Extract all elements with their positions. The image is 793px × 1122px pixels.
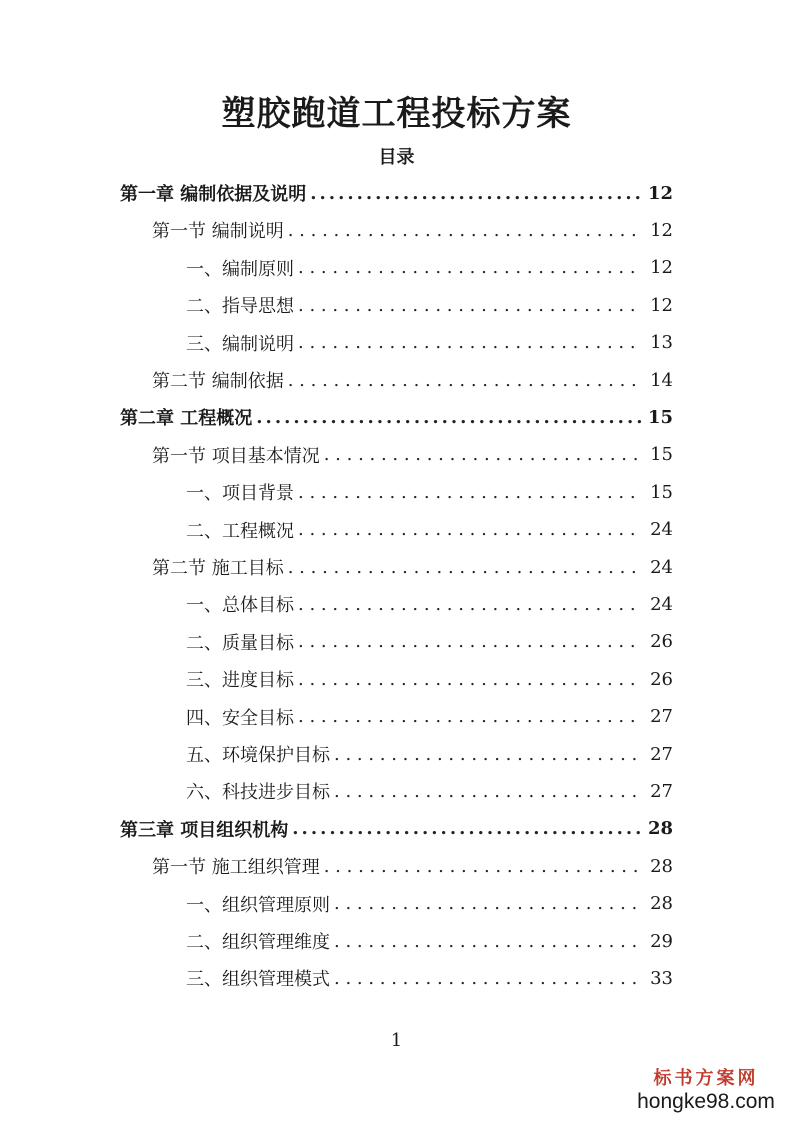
toc-entry-label: 第一节 编制说明 xyxy=(152,221,284,243)
toc-entry-item[interactable] xyxy=(186,736,673,772)
toc-entry-section[interactable] xyxy=(152,362,673,398)
toc-dot-leader xyxy=(288,557,641,578)
toc-entry-section[interactable] xyxy=(152,437,673,473)
toc-entry-page: 28 xyxy=(650,893,673,915)
toc-entry-page: 12 xyxy=(650,219,673,241)
toc-dot-leader xyxy=(256,407,641,428)
toc-entry-item[interactable] xyxy=(186,699,673,735)
toc-entry-label: 第二章 工程概况 xyxy=(120,408,253,430)
toc-entry-item[interactable] xyxy=(186,287,673,323)
toc-entry-chapter[interactable] xyxy=(120,399,673,435)
toc-entry-label: 二、质量目标 xyxy=(186,632,294,654)
toc-entry-page: 24 xyxy=(650,556,673,578)
toc-dot-leader xyxy=(292,818,641,839)
toc-entry-chapter[interactable] xyxy=(120,811,673,847)
toc-entry-label: 第一章 编制依据及说明 xyxy=(120,184,307,205)
watermark-name: 标书方案网 xyxy=(653,1068,759,1089)
toc-dot-leader xyxy=(298,332,641,353)
toc-entry-item[interactable] xyxy=(186,512,673,548)
toc-entry-item[interactable] xyxy=(186,960,673,996)
toc-dot-leader xyxy=(334,744,641,765)
toc-entry-label: 一、项目背景 xyxy=(186,483,294,505)
toc-entry-chapter[interactable] xyxy=(120,175,673,211)
toc-entry-item[interactable] xyxy=(186,624,673,660)
toc-entry-label: 一、组织管理原则 xyxy=(186,894,330,916)
toc-entry-item[interactable] xyxy=(186,250,673,286)
toc-entry-label: 六、科技进步目标 xyxy=(186,782,330,804)
toc-entry-page: 26 xyxy=(650,668,673,690)
toc-dot-leader xyxy=(298,631,641,652)
toc-entry-label: 一、总体目标 xyxy=(186,595,294,617)
toc-dot-leader xyxy=(298,295,641,316)
toc-dot-leader xyxy=(298,669,641,690)
toc-entry-page: 29 xyxy=(650,930,673,952)
toc-entry-label: 二、工程概况 xyxy=(186,520,294,542)
toc-dot-leader xyxy=(334,968,641,989)
toc-entry-label: 第二节 编制依据 xyxy=(152,371,284,392)
toc-entry-page: 12 xyxy=(650,294,673,316)
toc-entry-section[interactable] xyxy=(152,212,673,248)
toc-entry-item[interactable] xyxy=(186,586,673,622)
toc-entry-item[interactable] xyxy=(186,886,673,922)
toc-entry-label: 二、指导思想 xyxy=(186,296,294,318)
toc-dot-leader xyxy=(324,856,641,877)
toc-dot-leader xyxy=(298,257,641,278)
toc-dot-leader xyxy=(324,444,641,465)
toc-entry-label: 第一节 项目基本情况 xyxy=(152,445,320,467)
toc-dot-leader xyxy=(334,931,641,952)
toc-entry-label: 三、进度目标 xyxy=(186,670,294,692)
toc-entry-page: 27 xyxy=(650,743,673,765)
toc-dot-leader xyxy=(298,519,641,540)
toc-entry-page: 28 xyxy=(647,818,673,840)
toc-entry-page: 26 xyxy=(650,631,673,653)
toc-entry-section[interactable] xyxy=(152,848,673,884)
toc-entry-item[interactable] xyxy=(186,773,673,809)
toc-dot-leader xyxy=(298,482,641,503)
toc-entry-page: 24 xyxy=(650,519,673,541)
toc-entry-page: 12 xyxy=(647,182,673,204)
toc-heading: 目录 xyxy=(378,147,415,168)
toc-dot-leader xyxy=(334,781,641,802)
toc-entry-item[interactable] xyxy=(186,474,673,510)
toc-entry-item[interactable] xyxy=(186,923,673,959)
toc-entry-page: 33 xyxy=(650,967,673,989)
toc-entry-page: 15 xyxy=(647,406,673,428)
toc-entry-page: 14 xyxy=(650,369,673,391)
toc-entry-label: 二、组织管理维度 xyxy=(186,932,330,953)
site-watermark xyxy=(631,1068,781,1114)
toc-entry-label: 第二节 施工目标 xyxy=(152,558,284,579)
toc-entry-label: 五、环境保护目标 xyxy=(186,745,330,766)
toc-dot-leader xyxy=(298,706,641,727)
toc-entry-label: 第一节 施工组织管理 xyxy=(152,857,320,879)
watermark-url: hongke98.com xyxy=(637,1090,775,1113)
toc-dot-leader xyxy=(334,893,641,914)
toc-entry-page: 13 xyxy=(650,332,673,354)
toc-entry-item[interactable] xyxy=(186,661,673,697)
toc-entry-label: 第三章 项目组织机构 xyxy=(120,819,289,841)
toc-entry-page: 15 xyxy=(650,444,673,466)
toc-dot-leader xyxy=(298,594,641,615)
toc-entry-page: 12 xyxy=(650,257,673,279)
toc-entry-page: 28 xyxy=(650,855,673,877)
toc-entry-item[interactable] xyxy=(186,325,673,361)
toc-entry-page: 27 xyxy=(650,780,673,802)
toc-entry-page: 27 xyxy=(650,706,673,728)
toc-dot-leader xyxy=(288,220,641,241)
document-title: 塑胶跑道工程投标方案 xyxy=(221,94,572,134)
toc-dot-leader xyxy=(310,183,641,204)
toc-entry-label: 三、组织管理模式 xyxy=(186,969,330,991)
toc-dot-leader xyxy=(288,370,641,391)
toc-entry-label: 四、安全目标 xyxy=(186,707,294,729)
toc-entry-page: 24 xyxy=(650,593,673,615)
page-number: 1 xyxy=(390,1030,403,1051)
toc-entry-section[interactable] xyxy=(152,549,673,585)
toc-entry-label: 三、编制说明 xyxy=(186,333,294,355)
toc-entry-page: 15 xyxy=(650,481,673,503)
toc-entry-label: 一、编制原则 xyxy=(186,258,294,280)
